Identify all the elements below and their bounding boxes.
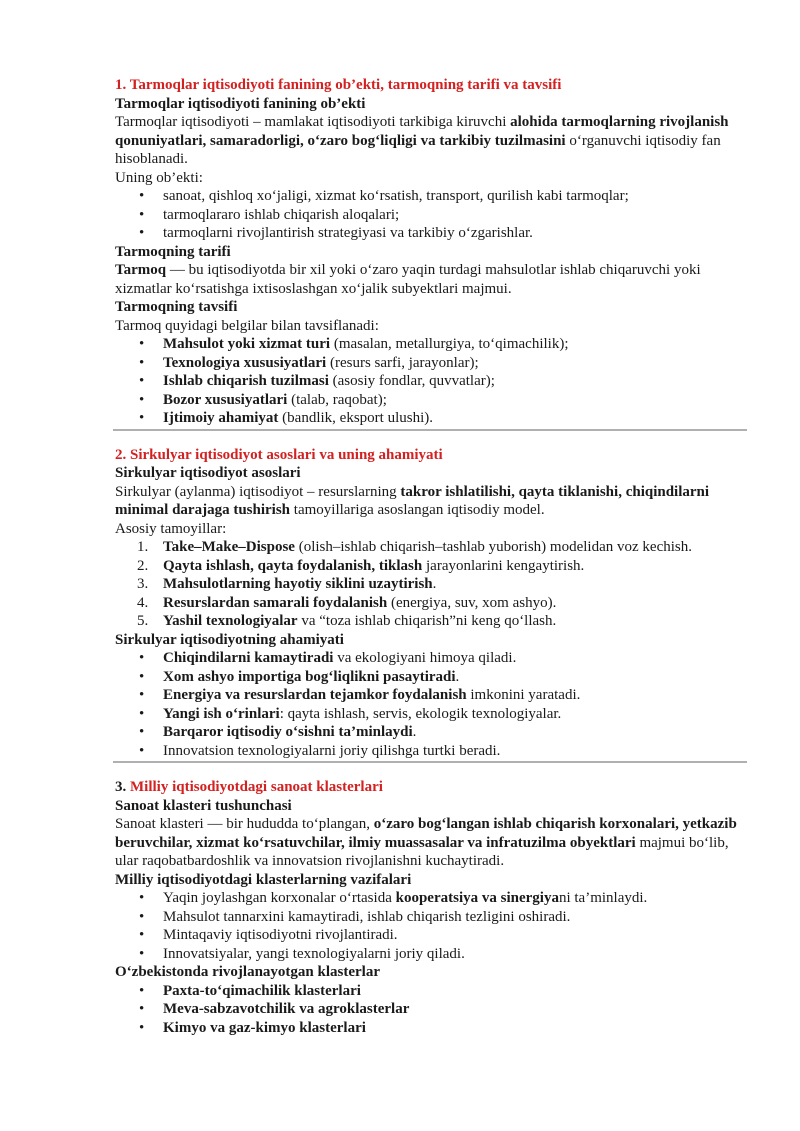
text: va ekologiyani himoya qiladi. xyxy=(333,650,517,666)
text: : qayta ishlash, servis, ekologik texnologiyalar. xyxy=(279,705,562,722)
section-2-paragraph-principles-intro: Asosiy tamoyillar: xyxy=(115,520,227,537)
bold-text: Resurslardan samarali foydalanish xyxy=(163,594,388,611)
list-item xyxy=(115,372,745,391)
list-item xyxy=(115,594,745,613)
bold-text: Qayta ishlash, qayta foydalanish, tiklash xyxy=(163,557,423,574)
section-1-paragraph-definition xyxy=(115,113,745,169)
text: ni ta’minlaydi. xyxy=(558,890,648,906)
section-1 xyxy=(115,76,745,431)
bold-text: Mahsulotlarning hayotiy siklini uzaytirish xyxy=(163,576,433,592)
list-number: 4. xyxy=(137,594,149,611)
list-item xyxy=(115,557,745,576)
bold-text: Texnologiya xususiyatlari xyxy=(163,354,327,371)
section-1-subheading-description: Tarmoqning tavsifi xyxy=(115,299,238,315)
section-3-clusters-list xyxy=(115,982,745,1038)
section-3-subheading-concept: Sanoat klasteri tushunchasi xyxy=(115,797,292,814)
bold-text: Bozor xususiyatlari xyxy=(163,391,288,408)
section-3-tasks-list xyxy=(115,889,745,963)
list-number: 3. xyxy=(137,576,149,592)
bold-text: Ishlab chiqarish tuzilmasi xyxy=(163,373,329,389)
bold-text: o‘zaro bog‘langan ishlab chiqarish korxonalari, yetkazib beruvchilar, xizmat ko‘rsatuvchilar, ilmiy muassasalar va infratuzilma obyektlari xyxy=(115,816,737,851)
text: Yaqin joylashgan korxonalar o‘rtasida xyxy=(163,890,396,906)
section-1-object-list xyxy=(115,187,745,243)
list-item xyxy=(115,538,745,557)
text: . xyxy=(432,576,437,592)
bold-text: Energiya va resurslardan tejamkor foydalanish xyxy=(163,687,467,703)
text: — bu iqtisodiyotda bir xil yoki o‘zaro yaqin turdagi mahsulotlar ishlab chiqaruvchi yoki xizmatlar ko‘rsatishga ixtisoslashgan xo‘jalik subyektlari majmui. xyxy=(115,262,701,297)
section-number: 3. xyxy=(115,779,130,795)
list-item xyxy=(115,982,745,1001)
section-3-title-text: Milliy iqtisodiyotdagi sanoat klasterlari xyxy=(130,779,383,795)
list-item xyxy=(115,926,745,945)
list-item xyxy=(115,575,745,594)
section-3-subheading-uzbekistan: O‘zbekistonda rivojlanayotgan klasterlar xyxy=(115,964,380,980)
list-item: • sanoat, qishloq xo‘jaligi, xizmat ko‘rsatish, transport, qurilish kabi tarmoqlar; xyxy=(115,187,745,206)
text: (asosiy fondlar, quvvatlar); xyxy=(328,373,495,389)
list-item xyxy=(115,705,745,724)
text: (masalan, metallurgiya, to‘qimachilik); xyxy=(330,336,569,352)
section-2-paragraph-definition xyxy=(115,483,745,520)
text: Mintaqaviy iqtisodiyotni rivojlantiradi. xyxy=(163,927,398,943)
text: (resurs sarfi, jarayonlar); xyxy=(326,354,479,371)
section-2-subheading-basics: Sirkulyar iqtisodiyot asoslari xyxy=(115,465,301,481)
bold-text: alohida tarmoqlarning rivojlanish qonuniyatlari, samaradorligi, o‘zaro bog‘liqligi va tarkibiy tuzilmasini xyxy=(115,114,729,149)
text: (talab, raqobat); xyxy=(287,391,387,408)
bold-text: kooperatsiya va sinergiya xyxy=(395,890,559,906)
text: . xyxy=(412,724,417,740)
text: (bandlik, eksport ulushi). xyxy=(278,410,433,426)
list-item xyxy=(115,649,745,668)
list-item xyxy=(115,335,745,354)
section-3-title xyxy=(115,778,745,797)
spacer xyxy=(115,431,745,446)
section-1-features-list xyxy=(115,335,745,428)
list-item xyxy=(115,723,745,742)
bold-text: Tarmoq xyxy=(115,262,167,278)
list-number: 1. xyxy=(137,539,149,555)
bold-text: Meva-sabzavotchilik va agroklasterlar xyxy=(163,1001,410,1017)
bold-text: Ijtimoiy ahamiyat xyxy=(163,410,279,426)
document-page xyxy=(115,76,745,1037)
section-1-paragraph-object-intro: Uning ob’ekti: xyxy=(115,169,203,186)
text: (olish–ishlab chiqarish–tashlab yuborish) modelidan voz kechish. xyxy=(294,539,692,555)
text: tamoyillariga asoslangan iqtisodiy model. xyxy=(290,502,545,518)
list-item xyxy=(115,391,745,410)
list-number: 2. xyxy=(137,557,149,574)
list-item: • tarmoqlararo ishlab chiqarish aloqalari; xyxy=(115,206,745,225)
section-2-subheading-importance: Sirkulyar iqtisodiyotning ahamiyati xyxy=(115,631,344,648)
section-3 xyxy=(115,778,745,1037)
text: jarayonlarini kengaytirish. xyxy=(422,557,585,574)
bold-text: takror ishlatilishi, qayta tiklanishi, chiqindilarni minimal darajaga tushirish xyxy=(115,483,710,518)
bold-text: Chiqindilarni kamaytiradi xyxy=(163,650,334,666)
bold-text: Kimyo va gaz-kimyo klasterlari xyxy=(163,1019,366,1036)
list-item xyxy=(115,1019,745,1038)
list-item xyxy=(115,1000,745,1019)
list-number: 5. xyxy=(137,613,149,629)
text: imkonini yaratadi. xyxy=(466,687,581,703)
bold-text: Take–Make–Dispose xyxy=(163,539,295,555)
section-2-principles-list xyxy=(115,538,745,631)
section-2-title: 2. Sirkulyar iqtisodiyot asoslari va uning ahamiyati xyxy=(115,446,443,463)
bold-text: Xom ashyo importiga bog‘liqlikni pasaytiradi xyxy=(163,668,456,685)
text: va “toza ishlab chiqarish”ni keng qo‘llash. xyxy=(297,613,557,629)
text: o‘rganuvchi iqtisodiy fan hisoblanadi. xyxy=(115,132,721,167)
list-item: • tarmoqlarni rivojlantirish strategiyasi va tarkibiy o‘zgarishlar. xyxy=(115,224,745,243)
list-item xyxy=(115,409,745,428)
section-2 xyxy=(115,446,745,764)
section-3-subheading-tasks: Milliy iqtisodiyotdagi klasterlarning vazifalari xyxy=(115,871,412,888)
text: Sirkulyar (aylanma) iqtisodiyot – resurslarning xyxy=(115,483,401,500)
bold-text: Yashil texnologiyalar xyxy=(163,613,298,629)
list-item xyxy=(115,889,745,908)
text: Tarmoqlar iqtisodiyoti – mamlakat iqtisodiyoti tarkibiga kiruvchi xyxy=(115,114,511,130)
section-1-subheading-object: Tarmoqlar iqtisodiyoti fanining ob’ekti xyxy=(115,95,366,112)
list-item xyxy=(115,686,745,705)
text: Sanoat klasteri — bir hududda to‘plangan, xyxy=(115,816,374,832)
text: Mahsulot tannarxini kamaytiradi, ishlab chiqarish tezligini oshiradi. xyxy=(163,908,571,925)
bold-text: Mahsulot yoki xizmat turi xyxy=(163,336,331,352)
section-1-paragraph-features-intro: Tarmoq quyidagi belgilar bilan tavsiflanadi: xyxy=(115,317,379,334)
list-item xyxy=(115,668,745,687)
text: Innovatsiyalar, yangi texnologiyalarni joriy qiladi. xyxy=(163,945,465,962)
section-1-subheading-definition: Tarmoqning tarifi xyxy=(115,243,231,260)
list-item xyxy=(115,945,745,964)
list-item xyxy=(115,908,745,927)
bold-text: Yangi ish o‘rinlari xyxy=(163,705,280,722)
text: . xyxy=(455,668,460,685)
bold-text: Barqaror iqtisodiy o‘sishni ta’minlaydi xyxy=(163,724,413,740)
text: (energiya, suv, xom ashyo). xyxy=(387,594,557,611)
text: Innovatsion texnologiyalarni joriy qilishga turtki beradi. xyxy=(163,742,501,759)
list-item xyxy=(115,354,745,373)
list-item xyxy=(115,612,745,631)
section-1-title: 1. Tarmoqlar iqtisodiyoti fanining ob’ekti, tarmoqning tarifi va tavsifi xyxy=(115,77,562,93)
bold-text: Paxta-to‘qimachilik klasterlari xyxy=(163,982,361,999)
spacer xyxy=(115,763,745,778)
section-3-paragraph-definition xyxy=(115,815,745,871)
text: majmui bo‘lib, ular raqobatbardoshlik va innovatsion rivojlanishni kuchaytiradi. xyxy=(115,834,729,869)
section-1-paragraph-branch xyxy=(115,261,745,298)
section-2-importance-list xyxy=(115,649,745,760)
list-item xyxy=(115,742,745,761)
